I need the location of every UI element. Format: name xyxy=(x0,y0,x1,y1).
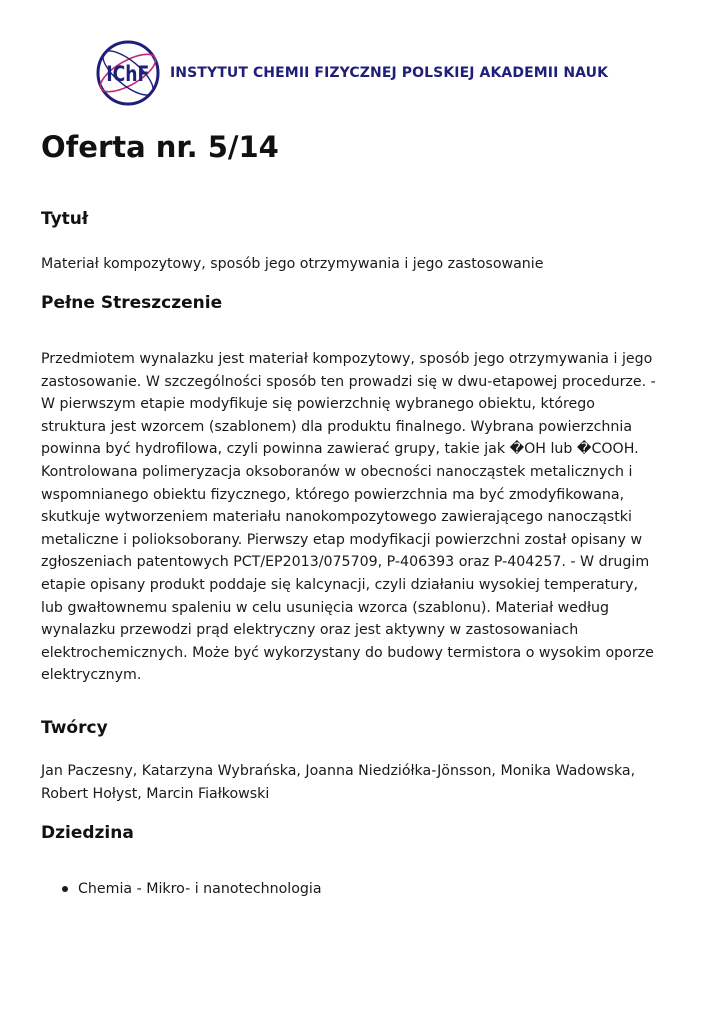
institute-name: INSTYTUT CHEMII FIZYCZNEJ POLSKIEJ AKADEMII NAUK xyxy=(170,65,609,81)
title-text: Materiał kompozytowy, sposób jego otrzymywania i jego zastosowanie xyxy=(41,256,544,272)
ichf-logo xyxy=(95,40,161,106)
bullet-icon xyxy=(62,886,68,892)
field-heading: Dziedzina xyxy=(41,823,134,843)
field-list xyxy=(41,878,322,900)
page-title: Oferta nr. 5/14 xyxy=(41,130,279,164)
logo-text: IChF xyxy=(106,61,150,87)
authors-text: Jan Paczesny, Katarzyna Wybrańska, Joanna Niedziółka-Jönsson, Monika Wadowska, Robert Hołyst, Marcin Fiałkowski xyxy=(41,763,636,802)
field-item-label: Chemia - Mikro- i nanotechnologia xyxy=(78,881,322,897)
list-item xyxy=(41,878,322,900)
title-heading: Tytuł xyxy=(41,209,89,229)
abstract-heading: Pełne Streszczenie xyxy=(41,293,223,313)
abstract-text: Przedmiotem wynalazku jest materiał kompozytowy, sposób jego otrzymywania i jego zastosowanie. W szczególności sposób ten prowadzi się w dwu-etapowej procedurze. - W pierwszym etapie modyfikuje się powierzchnię wybranego obiektu, którego struktura jest wzorcem (szablonem) dla produktu finalnego. Wybrana powierzchnia powinna być hydrofilowa, czyli powinna zawierać grupy, takie jak �OH lub �COOH. Kontrolowana polimeryzacja oksoboranów w obecności nanocząstek metalicznych i wspomnianego obiektu fizycznego, którego powierzchnia ma być zmodyfikowana, skutkuje wytworzeniem materiału nanokompozytowego zawierającego nanocząstki metaliczne i polioksoborany. Pierwszy etap modyfikacji powierzchni został opisany w zgłoszeniach patentowych PCT/EP2013/075709, P-406393 oraz P-404257. - W drugim etapie opisany produkt poddaje się kalcynacji, czyli działaniu wysokiej temperatury, lub gwałtownemu spaleniu w celu usunięcia wzorca (szablonu). Materiał według wynalazku przewodzi prąd elektryczny oraz jest aktywny w zastosowaniach elektrochemicznych. Może być wykorzystany do budowy termistora o wysokim oporze elektrycznym. xyxy=(41,351,656,684)
page-header xyxy=(95,40,608,106)
authors-heading: Twórcy xyxy=(41,718,108,738)
